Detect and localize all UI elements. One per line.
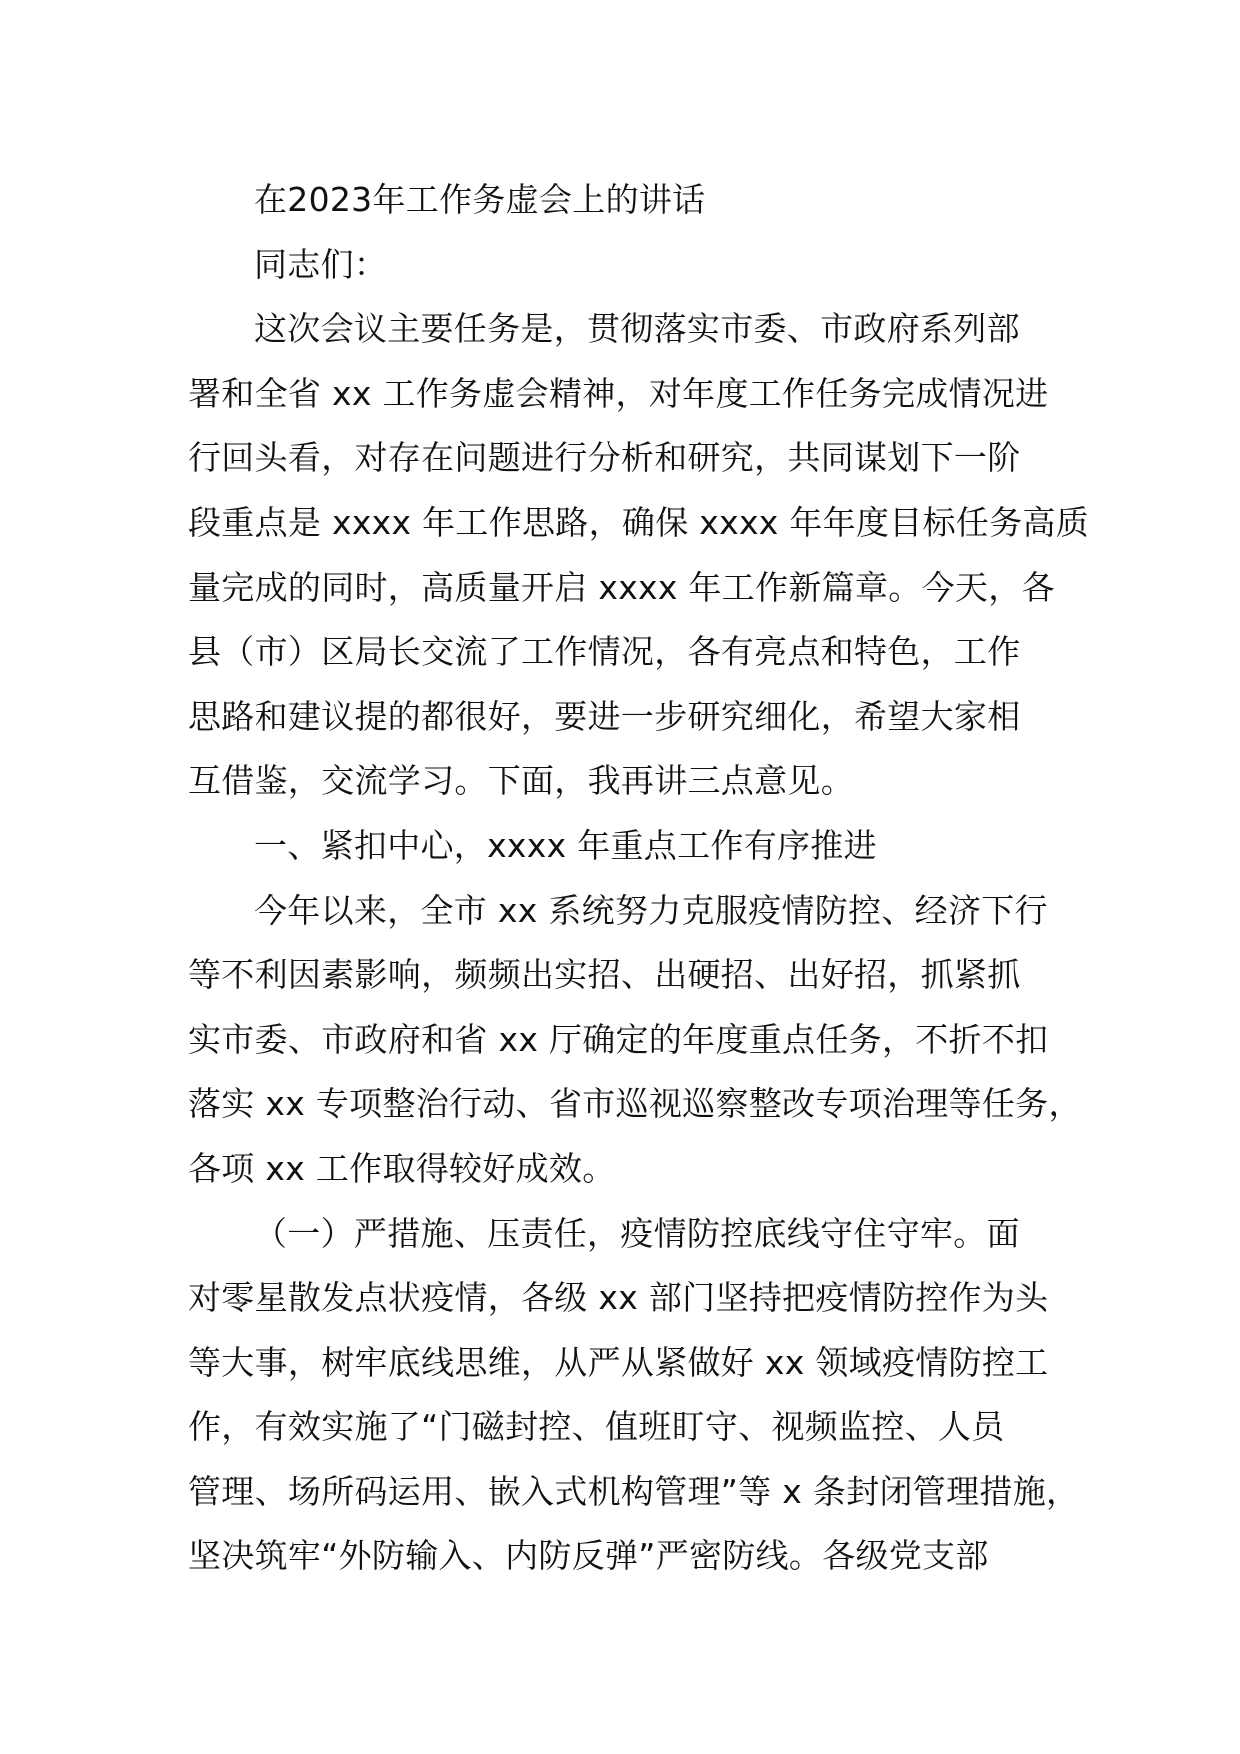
subsection-heading-line: （一）严措施、压责任，疫情防控底线守住守牢。面 <box>254 1213 1020 1253</box>
salutation: 同志们： <box>254 244 388 284</box>
text-line: 思路和建议提的都很好，要进一步研究细化，希望大家相 <box>188 696 1021 736</box>
text-line: 等大事，树牢底线思维，从严从紧做好 xx 领域疫情防控工 <box>188 1342 1049 1382</box>
text-line: 作，有效实施了“门磁封控、值班盯守、视频监控、人员 <box>188 1407 1005 1447</box>
text-line: 实市委、市政府和省 xx 厅确定的年度重点任务，不折不扣 <box>188 1019 1049 1059</box>
text-line: 署和全省 xx 工作务虚会精神，对年度工作任务完成情况进 <box>188 373 1049 413</box>
section-heading-1: 一、紧扣中心，xxxx 年重点工作有序推进 <box>254 825 877 865</box>
document-body <box>188 168 1090 1589</box>
text-line: 落实 xx 专项整治行动、省市巡视巡察整改专项治理等任务， <box>188 1084 1082 1124</box>
document-title: 在2023年工作务虚会上的讲话 <box>254 180 706 219</box>
text-line: 对零星散发点状疫情，各级 xx 部门坚持把疫情防控作为头 <box>188 1278 1049 1318</box>
paragraph-subsection-1 <box>188 1202 1080 1590</box>
text-line: 各项 xx 工作取得较好成效。 <box>188 1148 616 1188</box>
text-line: 段重点是 xxxx 年工作思路，确保 xxxx 年年度目标任务高质 <box>188 502 1090 542</box>
text-line: 量完成的同时，高质量开启 xxxx 年工作新篇章。今天，各 <box>188 567 1055 607</box>
text-line: 等不利因素影响，频频出实招、出硬招、出好招，抓紧抓 <box>188 955 1021 995</box>
text-line: 今年以来，全市 xx 系统努力克服疫情防控、经济下行 <box>254 890 1048 930</box>
text-line: 互借鉴，交流学习。下面，我再讲三点意见。 <box>188 761 854 801</box>
text-line: 坚决筑牢“外防输入、内防反弹”严密防线。各级党支部 <box>188 1536 989 1576</box>
paragraph-intro <box>188 297 1090 814</box>
paragraph-section-1 <box>188 879 1082 1202</box>
text-line: 管理、场所码运用、嵌入式机构管理”等 x 条封闭管理措施， <box>188 1471 1080 1511</box>
text-line: 行回头看，对存在问题进行分析和研究，共同谋划下一阶 <box>188 438 1021 478</box>
text-line: 县（市）区局长交流了工作情况，各有亮点和特色，工作 <box>188 632 1021 672</box>
text-line: 这次会议主要任务是，贯彻落实市委、市政府系列部 <box>254 309 1020 349</box>
